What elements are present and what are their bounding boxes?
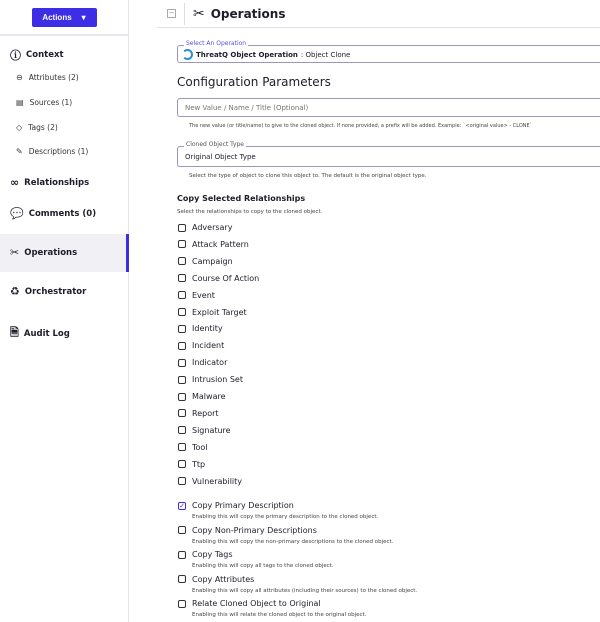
checkbox[interactable] — [178, 575, 186, 583]
operation-legend: Select An Operation — [186, 40, 247, 47]
sidebar-item-descriptions[interactable] — [16, 147, 88, 156]
actions-label: Actions — [42, 12, 72, 22]
label: Operations — [24, 247, 78, 258]
tools-icon: ✂ — [10, 246, 20, 259]
option-checkbox-row[interactable] — [178, 550, 233, 559]
label: Descriptions (1) — [28, 147, 89, 156]
divider — [184, 3, 185, 25]
sidebar-item-sources[interactable] — [16, 98, 72, 107]
config-title: Configuration Parameters — [177, 75, 331, 89]
checkbox[interactable] — [178, 342, 186, 350]
option-help: Enabling this will copy the primary description to the cloned object. — [192, 514, 379, 520]
collapse-toggle[interactable]: − — [168, 9, 175, 17]
checkbox-label: Course Of Action — [192, 273, 260, 283]
checkbox[interactable] — [178, 376, 186, 384]
label: Sources (1) — [29, 98, 73, 107]
option-checkbox-row[interactable] — [178, 501, 294, 510]
sidebar-item-operations[interactable] — [10, 246, 77, 259]
relationship-checkbox-row[interactable] — [178, 375, 243, 384]
checkbox-label: Signature — [192, 425, 231, 435]
checkbox[interactable] — [178, 426, 186, 434]
relationships-title: Copy Selected Relationships — [177, 194, 306, 203]
checkbox-label: Identity — [192, 324, 223, 334]
checkbox[interactable] — [178, 257, 186, 265]
checkbox[interactable] — [178, 443, 186, 451]
checkbox[interactable] — [178, 393, 186, 401]
checkbox[interactable] — [178, 551, 186, 559]
label: Tags (2) — [28, 123, 58, 132]
relationship-checkbox-row[interactable] — [178, 308, 247, 317]
comments-icon: 💬 — [10, 207, 24, 220]
panel-header — [157, 0, 600, 28]
label: Orchestrator — [24, 286, 87, 297]
checkbox[interactable] — [178, 308, 186, 316]
relationship-checkbox-row[interactable] — [178, 443, 208, 452]
checkbox[interactable] — [178, 325, 186, 333]
cloned-type-value: Original Object Type — [185, 153, 256, 161]
document-icon: 🗎 — [10, 326, 19, 339]
sidebar-item-orchestrator[interactable] — [10, 285, 86, 298]
checkbox-label: Ttp — [192, 459, 206, 469]
cloned-type-legend: Cloned Object Type — [186, 141, 244, 148]
operations-panel — [157, 0, 600, 618]
checkbox-label: Attack Pattern — [192, 239, 249, 249]
sidebar-item-tags[interactable] — [16, 123, 58, 132]
sidebar-item-relationships[interactable] — [10, 176, 89, 189]
option-checkbox-row[interactable] — [178, 526, 317, 535]
checkbox-label: Vulnerability — [192, 476, 243, 486]
checkbox[interactable] — [178, 240, 186, 248]
actions-button[interactable] — [32, 8, 97, 27]
checkbox-label: Exploit Target — [192, 307, 247, 317]
checkbox-label: Event — [192, 290, 215, 300]
relationship-checkbox-row[interactable] — [178, 223, 232, 232]
edit-icon: ✎ — [16, 147, 23, 156]
link-icon: ∞ — [10, 176, 20, 189]
relationship-checkbox-row[interactable] — [178, 358, 227, 367]
relationship-checkbox-row[interactable] — [178, 274, 259, 283]
checkbox-label: Adversary — [192, 223, 233, 232]
checkbox[interactable] — [178, 291, 186, 299]
caret-down-icon: ▾ — [81, 12, 86, 22]
tools-icon: ✂ — [193, 5, 205, 22]
relationship-checkbox-row[interactable] — [178, 257, 233, 266]
relationship-checkbox-row[interactable] — [178, 477, 242, 486]
checkbox-label: Copy Non-Primary Descriptions — [192, 525, 317, 535]
sidebar-item-context[interactable] — [10, 47, 64, 63]
tag-icon: ◇ — [16, 123, 23, 132]
actions-bar — [0, 0, 128, 36]
archive-icon: ▤ — [16, 98, 24, 107]
attribute-icon: ⊖ — [16, 73, 23, 82]
operation-value: : Object Clone — [300, 50, 351, 59]
panel-title: Operations — [210, 6, 286, 21]
cloned-type-select[interactable] — [177, 141, 600, 167]
relationship-checkbox-row[interactable] — [178, 426, 231, 435]
checkbox[interactable]: ✓ — [179, 501, 185, 510]
checkbox-label: Copy Primary Description — [192, 501, 294, 510]
recycle-icon: ♻ — [10, 285, 20, 298]
cloned-type-help: Select the type of object to clone this object to. The default is the original object type. — [189, 173, 427, 179]
checkbox-label: Intrusion Set — [192, 375, 243, 385]
label: Audit Log — [23, 328, 70, 339]
threatq-logo-icon — [182, 49, 193, 60]
relationship-checkbox-row[interactable] — [178, 341, 224, 350]
checkbox[interactable] — [178, 274, 186, 282]
checkbox-label: Indicator — [192, 358, 228, 368]
checkbox-label: Report — [192, 408, 219, 418]
option-help: Enabling this will copy all attributes (including their sources) to the cloned object. — [192, 587, 418, 594]
checkbox-label: Copy Attributes — [192, 574, 255, 584]
relationship-checkbox-row[interactable] — [178, 240, 249, 249]
option-checkbox-row[interactable] — [178, 575, 254, 584]
label: Relationships — [24, 177, 90, 188]
operation-select[interactable] — [177, 40, 600, 63]
relationship-checkbox-row[interactable] — [178, 392, 226, 401]
checkbox[interactable] — [178, 600, 186, 608]
checkbox[interactable] — [178, 460, 186, 468]
label: Attributes (2) — [28, 73, 79, 82]
option-checkbox-row[interactable] — [178, 599, 321, 608]
checkbox-label: Relate Cloned Object to Original — [192, 599, 321, 608]
info-icon: ⓘ — [10, 49, 21, 62]
relationship-checkbox-row[interactable] — [178, 324, 223, 333]
relationship-checkbox-row[interactable] — [178, 409, 219, 418]
option-help: Enabling this will relate the cloned object to the original object. — [192, 612, 367, 618]
new-value-help: The new value (or title/name) to give to the cloned object. If none provided, a prefix will be added. Example: `<original value> - CLONE` — [189, 123, 533, 129]
checkbox[interactable] — [178, 359, 186, 367]
checkbox[interactable] — [178, 224, 186, 232]
option-help: Enabling this will copy all tags to the cloned object. — [192, 563, 334, 569]
checkbox-label: Campaign — [192, 256, 233, 266]
checkbox[interactable] — [178, 477, 186, 485]
option-help: Enabling this will copy the non-primary descriptions to the cloned object. — [192, 538, 394, 545]
sidebar — [0, 0, 129, 622]
checkbox-label: Incident — [192, 341, 225, 351]
relationship-checkbox-row[interactable] — [178, 460, 205, 469]
label: Context — [26, 50, 64, 60]
relationship-checkbox-row[interactable] — [178, 291, 215, 300]
sidebar-item-audit-log[interactable] — [10, 324, 70, 343]
sidebar-item-comments[interactable] — [10, 207, 96, 220]
checkbox-label: Tool — [192, 442, 208, 452]
checkbox-label: Copy Tags — [192, 550, 233, 559]
relationships-help: Select the relationships to copy to the cloned object. — [177, 209, 323, 215]
checkbox[interactable] — [178, 526, 186, 534]
new-value-input[interactable] — [177, 98, 600, 117]
checkbox[interactable] — [178, 409, 186, 417]
operation-prefix: ThreatQ Object Operation — [196, 50, 298, 59]
label: Comments (0) — [28, 208, 97, 219]
checkbox-label: Malware — [192, 392, 226, 401]
sidebar-item-attributes[interactable] — [16, 73, 79, 82]
